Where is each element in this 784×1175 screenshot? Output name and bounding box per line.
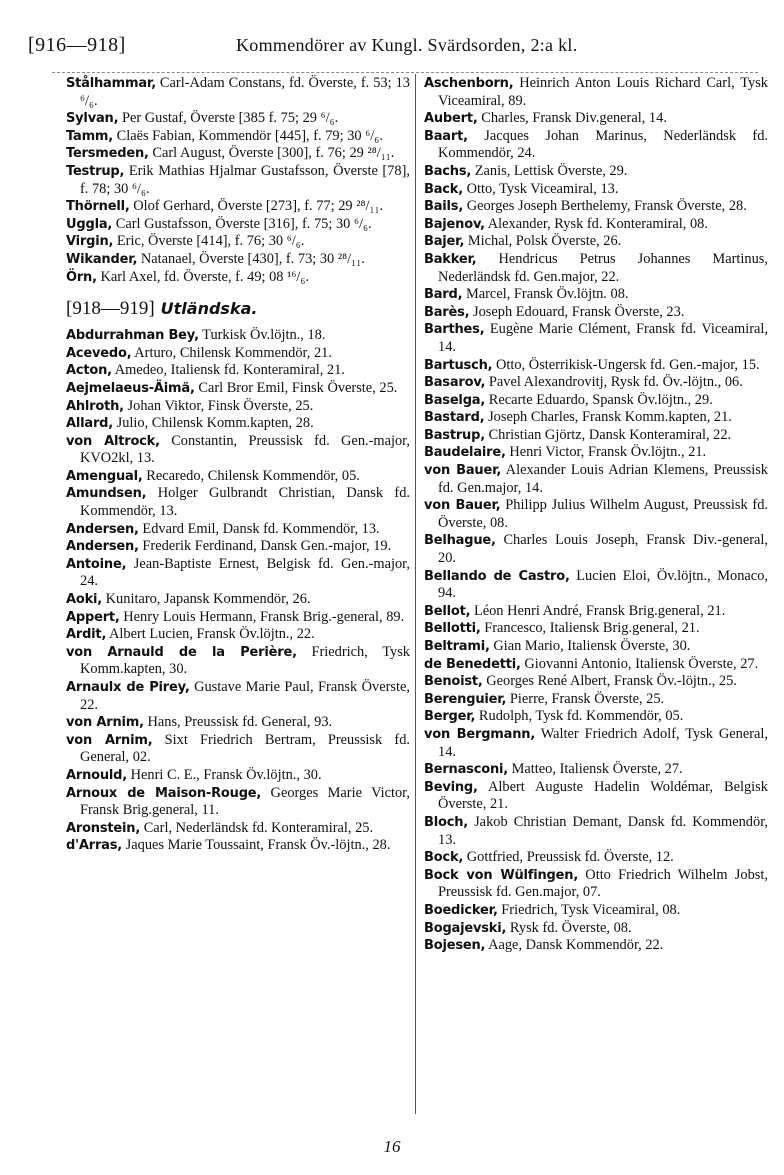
- entry-details: Alexander Louis Adrian Klemens, Preussisk fd. Gen.major, 14.: [438, 462, 768, 496]
- list-item: [66, 820, 410, 838]
- list-item: [66, 609, 410, 627]
- entry-details: Otto, Tysk Viceamiral, 13.: [466, 180, 619, 197]
- entry-surname: Andersen,: [66, 539, 139, 555]
- list-item: [66, 415, 410, 433]
- list-item: [66, 233, 410, 251]
- entry-details: Holger Gulbrandt Christian, Dansk fd. Kommendör, 13.: [80, 485, 410, 520]
- entry-surname: Acton,: [66, 363, 112, 379]
- list-item: [424, 708, 768, 726]
- entry-details: Hendricus Petrus Johannes Martinus, Nederländsk fd. Gen.major, 22.: [438, 250, 768, 285]
- entry-details: Aage, Dansk Kommendör, 22.: [488, 937, 664, 954]
- entry-surname: Bakker,: [424, 251, 477, 267]
- list-item: [424, 181, 768, 199]
- entry-details: Christian Gjörtz, Dansk Konteramiral, 22.: [488, 426, 732, 443]
- list-item: [424, 462, 768, 497]
- entry-details: Carl Bror Emil, Finsk Överste, 25.: [198, 379, 398, 396]
- entry-details: Georges René Albert, Fransk Öv.-löjtn., 25.: [486, 673, 737, 690]
- header-page-range: [916—918]: [28, 34, 126, 56]
- entry-details: Philipp Julius Wilhelm August, Preussisk fd. Överste, 08.: [438, 497, 768, 531]
- entry-details: Constantin, Preussisk fd. Gen.-major, KVO2kl, 13.: [80, 432, 410, 467]
- entry-details: Albert Auguste Hadelin Woldémar, Belgisk Överste, 21.: [438, 778, 768, 813]
- left-column: [66, 75, 410, 855]
- entry-details: Arturo, Chilensk Kommendör, 21.: [134, 344, 332, 361]
- list-item: [424, 691, 768, 709]
- list-item: [424, 444, 768, 462]
- entry-details: Carl August, Överste [300], f. 76; 29 ²⁸/₁₁.: [152, 145, 395, 162]
- list-item: [424, 814, 768, 849]
- entry-surname: Sylvan,: [66, 111, 119, 127]
- list-item: [424, 304, 768, 322]
- entry-surname: Bellando de Castro,: [424, 568, 570, 584]
- list-item: [424, 110, 768, 128]
- entry-surname: Ahlroth,: [66, 398, 124, 414]
- entry-details: Joseph Charles, Fransk Komm.kapten, 21.: [488, 409, 732, 426]
- list-item: [424, 568, 768, 603]
- entry-details: Michal, Polsk Överste, 26.: [467, 233, 622, 250]
- entry-details: Claës Fabian, Kommendör [445], f. 79; 30 ⁶/₆.: [116, 127, 383, 144]
- entry-details: Julio, Chilensk Komm.kapten, 28.: [116, 415, 314, 432]
- entries-swedish: [66, 75, 410, 286]
- list-item: [424, 497, 768, 532]
- list-item: [424, 779, 768, 814]
- entry-surname: Belhague,: [424, 533, 496, 549]
- entry-surname: Basarov,: [424, 375, 486, 391]
- entry-surname: Aoki,: [66, 592, 103, 608]
- entry-surname: Arnould,: [66, 767, 128, 783]
- entry-surname: Bernasconi,: [424, 762, 508, 778]
- entry-details: Otto Friedrich Wilhelm Jobst, Preussisk fd. Gen.major, 07.: [438, 866, 768, 901]
- entry-details: Edvard Emil, Dansk fd. Kommendör, 13.: [142, 520, 380, 537]
- entry-surname: Aronstein,: [66, 820, 141, 836]
- entry-details: Natanael, Överste [430], f. 73; 30 ²⁸/₁₁.: [140, 250, 365, 267]
- entry-surname: Tersmeden,: [66, 146, 149, 162]
- entry-surname: Baart,: [424, 128, 468, 144]
- list-item: [66, 398, 410, 416]
- list-item: [424, 937, 768, 955]
- entry-details: Joseph Edouard, Fransk Överste, 23.: [473, 303, 685, 320]
- entry-surname: Bachs,: [424, 163, 472, 179]
- entry-surname: Antoine,: [66, 556, 127, 572]
- list-item: [424, 656, 768, 674]
- entry-surname: von Arnauld de la Perière,: [66, 644, 297, 660]
- entries-foreign-left: [66, 327, 410, 855]
- list-item: [66, 732, 410, 767]
- entry-details: Lucien Eloi, Öv.löjtn., Monaco, 94.: [438, 567, 768, 602]
- entry-surname: von Arnim,: [66, 732, 153, 748]
- list-item: [66, 198, 410, 216]
- entry-details: Georges Marie Victor, Fransk Brig.general, 11.: [80, 784, 410, 819]
- entry-details: Frederik Ferdinand, Dansk Gen.-major, 19.: [142, 538, 392, 555]
- entry-details: Rysk fd. Överste, 08.: [509, 919, 632, 936]
- entry-details: Gian Mario, Italiensk Överste, 30.: [493, 638, 691, 654]
- entry-details: Amedeo, Italiensk fd. Konteramiral, 21.: [114, 362, 345, 379]
- entry-surname: Thörnell,: [66, 199, 130, 215]
- entry-details: Albert Lucien, Fransk Öv.löjtn., 22.: [109, 626, 315, 643]
- list-item: [424, 251, 768, 286]
- list-item: [66, 767, 410, 785]
- entry-surname: Benoist,: [424, 674, 483, 690]
- entry-surname: Aubert,: [424, 111, 478, 127]
- list-item: [66, 269, 410, 287]
- list-item: [66, 591, 410, 609]
- entry-details: Jaques Marie Toussaint, Fransk Öv.-löjtn., 28.: [125, 837, 391, 854]
- list-item: [66, 485, 410, 520]
- list-item: [66, 380, 410, 398]
- entry-details: Walter Friedrich Adolf, Tysk General, 14.: [438, 725, 768, 760]
- list-item: [424, 392, 768, 410]
- entries-foreign-right: [424, 75, 768, 955]
- entry-details: Johan Viktor, Finsk Överste, 25.: [127, 397, 314, 414]
- entry-details: Alexander, Rysk fd. Konteramiral, 08.: [487, 215, 708, 232]
- page-header: [28, 34, 756, 60]
- entry-surname: Bails,: [424, 199, 464, 215]
- list-item: [424, 673, 768, 691]
- entry-surname: von Bauer,: [424, 498, 501, 514]
- entry-details: Jakob Christian Demant, Dansk fd. Kommendör, 13.: [438, 813, 769, 848]
- entry-details: Kunitaro, Japansk Kommendör, 26.: [105, 591, 311, 608]
- list-item: [66, 362, 410, 380]
- list-item: [424, 761, 768, 779]
- column-divider: [415, 74, 416, 1114]
- list-item: [66, 327, 410, 345]
- entry-details: Rudolph, Tysk fd. Kommendör, 05.: [478, 708, 684, 725]
- entry-surname: Back,: [424, 181, 463, 197]
- entry-details: Carl-Adam Constans, fd. Överste, f. 53; 13 ⁶/₆.: [80, 75, 410, 109]
- entry-details: Pavel Alexandrovitj, Rysk fd. Öv.-löjtn., 06.: [488, 374, 743, 391]
- list-item: [424, 603, 768, 621]
- entry-details: Zanis, Lettisk Överste, 29.: [474, 162, 628, 179]
- list-item: [66, 626, 410, 644]
- entry-details: Jacques Johan Marinus, Nederländsk fd. Kommendör, 24.: [438, 127, 768, 162]
- entry-surname: Wikander,: [66, 251, 138, 267]
- entry-surname: Bajenov,: [424, 216, 485, 232]
- list-item: [66, 714, 410, 732]
- entry-surname: Bogajevski,: [424, 920, 507, 936]
- list-item: [66, 556, 410, 591]
- entry-surname: Stålhammar,: [66, 76, 156, 91]
- entry-surname: Barthes,: [424, 322, 485, 338]
- list-item: [424, 198, 768, 216]
- entry-surname: Virgin,: [66, 234, 114, 250]
- list-item: [424, 216, 768, 234]
- entry-details: Otto, Österrikisk-Ungersk fd. Gen.-major, 15.: [496, 356, 760, 373]
- entry-surname: Bellot,: [424, 603, 471, 619]
- entry-surname: Uggla,: [66, 216, 113, 232]
- section-range: [918—919]: [66, 298, 155, 320]
- entry-surname: Tamm,: [66, 128, 113, 144]
- entry-surname: Baudelaire,: [424, 445, 506, 461]
- section-heading: [66, 297, 410, 321]
- entry-details: Jean-Baptiste Ernest, Belgisk fd. Gen.-major, 24.: [80, 555, 410, 590]
- entry-surname: Bock,: [424, 850, 464, 866]
- list-item: [424, 233, 768, 251]
- entry-surname: Bartusch,: [424, 357, 493, 373]
- entry-details: Per Gustaf, Överste [385 f. 75; 29 ⁶/₆.: [121, 110, 339, 127]
- entry-surname: Bojesen,: [424, 938, 486, 954]
- entry-details: Marcel, Fransk Öv.löjtn. 08.: [465, 286, 629, 303]
- list-item: [424, 357, 768, 375]
- entry-surname: Bloch,: [424, 814, 468, 830]
- entry-surname: Bajer,: [424, 234, 465, 250]
- list-item: [66, 433, 410, 468]
- entry-surname: Amengual,: [66, 468, 143, 484]
- entry-details: Recaredo, Chilensk Kommendör, 05.: [146, 467, 360, 484]
- list-item: [66, 521, 410, 539]
- entry-surname: Amundsen,: [66, 486, 147, 502]
- entry-details: Karl Axel, fd. Överste, f. 49; 08 ¹⁶/₆.: [100, 268, 310, 285]
- entry-details: Georges Joseph Berthelemy, Fransk Överste, 28.: [466, 198, 747, 215]
- list-item: [66, 128, 410, 146]
- list-item: [424, 128, 768, 163]
- list-item: [66, 345, 410, 363]
- entry-surname: d'Arras,: [66, 838, 123, 854]
- right-column: [424, 75, 768, 955]
- list-item: [66, 163, 410, 198]
- list-item: [66, 75, 410, 110]
- entry-details: Olof Gerhard, Överste [273], f. 77; 29 ²⁸/₁₁.: [133, 198, 384, 215]
- entry-surname: Allard,: [66, 416, 114, 432]
- entry-surname: Bastard,: [424, 410, 485, 426]
- list-item: [424, 638, 768, 656]
- list-item: [424, 374, 768, 392]
- entry-details: Sixt Friedrich Bertram, Preussisk fd. General, 02.: [80, 731, 410, 766]
- entry-details: Giovanni Antonio, Italiensk Överste, 27.: [524, 655, 759, 672]
- entry-details: Gottfried, Preussisk fd. Överste, 12.: [466, 849, 674, 866]
- entry-details: Henri C. E., Fransk Öv.löjtn., 30.: [130, 766, 322, 783]
- entry-details: Recarte Eduardo, Spansk Öv.löjtn., 29.: [488, 391, 713, 408]
- list-item: [66, 785, 410, 820]
- entry-surname: Bard,: [424, 287, 463, 303]
- list-item: [424, 286, 768, 304]
- entry-details: Henri Victor, Fransk Öv.löjtn., 21.: [509, 444, 707, 461]
- list-item: [66, 837, 410, 855]
- list-item: [424, 620, 768, 638]
- list-item: [66, 538, 410, 556]
- list-item: [424, 532, 768, 567]
- list-item: [424, 321, 768, 356]
- entry-details: Friedrich, Tysk Viceamiral, 08.: [501, 901, 681, 918]
- list-item: [424, 427, 768, 445]
- entry-details: Charles Louis Joseph, Fransk Div.-general, 20.: [438, 532, 768, 567]
- header-title: Kommendörer av Kungl. Svärdsorden, 2:a kl.: [236, 35, 578, 55]
- entry-surname: Beving,: [424, 779, 478, 795]
- entry-surname: Boedicker,: [424, 902, 498, 918]
- header-rule: [52, 72, 758, 73]
- list-item: [424, 163, 768, 181]
- entry-surname: von Bauer,: [424, 463, 502, 479]
- entry-surname: Beltrami,: [424, 639, 490, 654]
- list-item: [424, 902, 768, 920]
- entry-details: Eugène Marie Clément, Fransk fd. Viceamiral, 14.: [438, 321, 768, 355]
- entry-surname: von Arnim,: [66, 715, 144, 731]
- entry-surname: Aejmelaeus-Äimä,: [66, 380, 195, 396]
- entry-surname: Abdurrahman Bey,: [66, 328, 199, 344]
- entry-details: Erik Mathias Hjalmar Gustafsson, Överste [78], f. 78; 30 ⁶/₆.: [80, 162, 410, 197]
- list-item: [66, 644, 410, 679]
- entry-details: Friedrich, Tysk Komm.kapten, 30.: [80, 643, 410, 678]
- page-number: 16: [383, 1137, 401, 1156]
- section-title: Utländska.: [160, 299, 258, 319]
- entry-details: Carl, Nederländsk fd. Konteramiral, 25.: [143, 819, 374, 836]
- entry-surname: Berenguier,: [424, 691, 507, 707]
- list-item: [66, 468, 410, 486]
- entry-surname: Appert,: [66, 609, 120, 625]
- entry-details: Gustave Marie Paul, Fransk Överste, 22.: [80, 679, 410, 713]
- entry-details: Turkisk Öv.löjtn., 18.: [202, 327, 326, 344]
- list-item: [424, 726, 768, 761]
- list-item: [66, 251, 410, 269]
- entry-surname: Andersen,: [66, 521, 139, 537]
- list-item: [66, 110, 410, 128]
- entry-surname: Barès,: [424, 304, 470, 320]
- entry-surname: Berger,: [424, 709, 476, 725]
- entry-details: Francesco, Italiensk Brig.general, 21.: [484, 620, 700, 637]
- entry-surname: Testrup,: [66, 163, 125, 179]
- entry-surname: de Benedetti,: [424, 656, 521, 672]
- entry-details: Matteo, Italiensk Överste, 27.: [511, 761, 683, 778]
- entry-surname: von Bergmann,: [424, 726, 536, 742]
- list-item: [66, 145, 410, 163]
- entry-surname: von Altrock,: [66, 433, 160, 449]
- entry-surname: Ardit,: [66, 627, 107, 643]
- entry-details: Carl Gustafsson, Överste [316], f. 75; 30 ⁶/₆.: [115, 215, 372, 232]
- entry-details: Léon Henri André, Fransk Brig.general, 21.: [473, 602, 726, 619]
- entry-surname: Arnaulx de Pirey,: [66, 680, 190, 695]
- list-item: [424, 920, 768, 938]
- entry-surname: Baselga,: [424, 392, 486, 408]
- entry-surname: Bock von Wülfingen,: [424, 867, 579, 883]
- entry-details: Henry Louis Hermann, Fransk Brig.-general, 89.: [123, 608, 405, 625]
- list-item: [424, 867, 768, 902]
- list-item: [424, 849, 768, 867]
- entry-surname: Arnoux de Maison-Rouge,: [66, 785, 262, 801]
- list-item: [424, 409, 768, 427]
- entry-surname: Bastrup,: [424, 427, 485, 443]
- entry-details: Charles, Fransk Div.general, 14.: [481, 110, 667, 127]
- entry-details: Heinrich Anton Louis Richard Carl, Tysk Viceamiral, 89.: [438, 75, 768, 109]
- entry-details: Eric, Överste [414], f. 76; 30 ⁶/₆.: [116, 233, 305, 250]
- entry-surname: Acevedo,: [66, 345, 132, 361]
- entry-surname: Örn,: [66, 269, 97, 285]
- entry-details: Hans, Preussisk fd. General, 93.: [147, 714, 333, 731]
- entry-surname: Bellotti,: [424, 621, 481, 637]
- list-item: [424, 75, 768, 110]
- entry-surname: Aschenborn,: [424, 76, 514, 91]
- list-item: [66, 679, 410, 714]
- entry-details: Pierre, Fransk Överste, 25.: [509, 690, 665, 707]
- list-item: [66, 216, 410, 234]
